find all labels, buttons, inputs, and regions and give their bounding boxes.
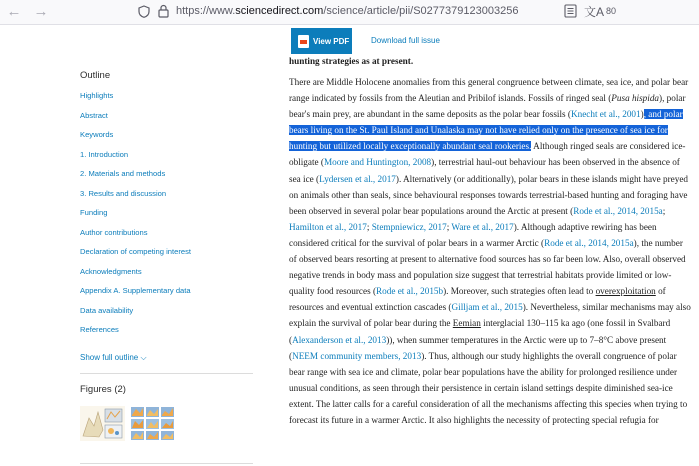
outline-item-appendix[interactable]: Appendix A. Supplementary data [80, 286, 191, 295]
back-arrow-icon[interactable]: ← [6, 3, 22, 20]
selected-text[interactable]: , and polar bears living on the St. Paul Island and Unalaska may not have relied only on the presence of sea ice for hunting but utilized locally exceptionally abundant seal rookeries. [289, 109, 683, 152]
article-body [289, 57, 691, 428]
outline-item-author-contributions[interactable]: Author contributions [80, 227, 148, 237]
outline-item-abstract[interactable]: Abstract [80, 110, 108, 120]
citation-link[interactable]: Rode et al., 2015b [376, 286, 444, 297]
translate-icon[interactable]: 文A [584, 5, 605, 19]
citation-link[interactable]: Knecht et al., 2001 [570, 109, 641, 120]
citation-link[interactable]: Rode et al., 2014, 2015a [544, 237, 634, 248]
citation-link[interactable]: Lydersen et al., 2017 [319, 173, 396, 184]
figure-thumbnail-2[interactable] [130, 406, 175, 441]
outline-item-data-availability[interactable]: Data availability [80, 305, 134, 315]
address-bar[interactable] [132, 2, 699, 22]
outline-item-keywords[interactable]: Keywords [80, 130, 114, 139]
url-domain: sciencedirect.com [235, 5, 324, 17]
show-full-outline-label: Show full outline [80, 353, 139, 362]
outline-item-materials-methods[interactable]: 2. Materials and methods [80, 169, 166, 178]
outline-item-competing-interest[interactable]: Declaration of competing interest [80, 247, 192, 256]
citation-link[interactable]: Gilljam et al., 2015 [451, 302, 523, 313]
zoom-level-badge[interactable]: 80 [606, 6, 617, 16]
view-pdf-label: View PDF [313, 36, 350, 46]
reader-view-icon[interactable] [564, 4, 577, 18]
lock-icon[interactable] [158, 4, 169, 18]
species-name: Pusa hispida [611, 93, 660, 104]
citation-link[interactable]: Hamilton et al., 2017 [289, 221, 367, 232]
article-paragraph: There are Middle Holocene anomalies from this general congruence between climate, sea ice, and polar bear range indicated by fossils from the Aleutian and Pribilof islands. Fossils of ringed seal (Pusa hispida), polar bear's main prey, are abundant in the same deposits as the polar bear fossils (Knecht et al., 2001), and polar bears living on the St. Paul Island and Unalaska may not have relied only on the presence of sea ice for hunting but utilized locally exceptionally abundant seal rookeries. Although ringed seals are considered ice-obligate (Moore and Huntington, 2008), terrestrial haul-out behaviour has been observed in the absence of sea ice (Lydersen et al., 2017). Alternatively (or additionally), polar bears in these islands might have preyed on animals other than seals, since behavioural responses towards terrestrial-based hunting and foraging have been observed in several polar bear populations around the Arctic at present (Rode et al., 2014, 2015a; Hamilton et al., 2017; Stempniewicz, 2017; Ware et al., 2017). Although adaptive rewiring has been considered critical for the survival of polar bears in a warmer Arctic (Rode et al., 2014, 2015a), the number of observed bears resorting at present to alternative food sources has so far been low. Also, overall observed negative trends in body mass and population size suggest that terrestrial habitats provide limited or low-quality food resources (Rode et al., 2015b). Moreover, such strategies often lead to overexploitation of resources and eventual extinction cascades (Gilljam et al., 2015). Nevertheless, similar mechanisms may also explain the survival of polar bear during the Eemian interglacial 130–115 ka ago (one fossil in Svalbard (Alexanderson et al., 2013)), when summer temperatures in the Arctic were up to 7–8°C above present (NEEM community members, 2013). Thus, although our study highlights the overall congruence of polar bear range with sea ice and climate, polar bear populations have the ability for prolonged resilience under unusual conditions, as seen through their persistence in certain island settings despite diminished sea-ice extent. The latter calls for a careful consideration of all the mechanisms affecting this species when trying to forecast its future in a warmer Arctic. It also highlights the necessity of protecting special refugia for [289, 77, 691, 425]
view-pdf-button[interactable] [291, 28, 352, 54]
outline-heading: Outline [80, 70, 111, 81]
url-text[interactable]: https://www.sciencedirect.com/science/article/pii/S0277379123003256 [176, 5, 519, 17]
citation-link[interactable]: Ware et al., 2017 [451, 221, 514, 232]
outline-item-funding[interactable]: Funding [80, 208, 108, 217]
download-full-issue-link[interactable]: Download full issue [371, 36, 440, 45]
show-full-outline-button[interactable] [80, 353, 147, 363]
citation-link[interactable]: Moore and Huntington, 2008 [323, 157, 432, 168]
outline-item-references[interactable]: References [80, 325, 119, 334]
divider [80, 373, 253, 374]
section-heading-partial: hunting strategies as at present. [289, 56, 414, 66]
glossary-term[interactable]: overexploitation [595, 286, 656, 297]
pdf-icon [298, 35, 309, 48]
outline-item-introduction[interactable]: 1. Introduction [80, 149, 129, 159]
figure-thumbnail-1[interactable] [80, 406, 125, 441]
shield-icon[interactable] [138, 5, 150, 18]
outline-item-acknowledgments[interactable]: Acknowledgments [80, 266, 142, 276]
citation-link[interactable]: Rode et al., 2014, 2015a [573, 205, 663, 216]
citation-link[interactable]: Alexanderson et al., 2013 [292, 334, 387, 345]
chevron-down-icon: ⌵ [140, 353, 147, 362]
glossary-term[interactable]: Eemian [452, 318, 481, 329]
forward-arrow-icon[interactable]: → [33, 3, 49, 20]
figures-heading: Figures (2) [80, 384, 126, 395]
citation-link[interactable]: NEEM community members, 2013 [292, 350, 422, 361]
outline-item-highlights[interactable]: Highlights [80, 91, 114, 100]
citation-link[interactable]: Stempniewicz, 2017 [371, 221, 447, 232]
browser-toolbar [0, 0, 699, 25]
divider [80, 463, 253, 464]
outline-item-results-discussion[interactable]: 3. Results and discussion [80, 188, 167, 198]
